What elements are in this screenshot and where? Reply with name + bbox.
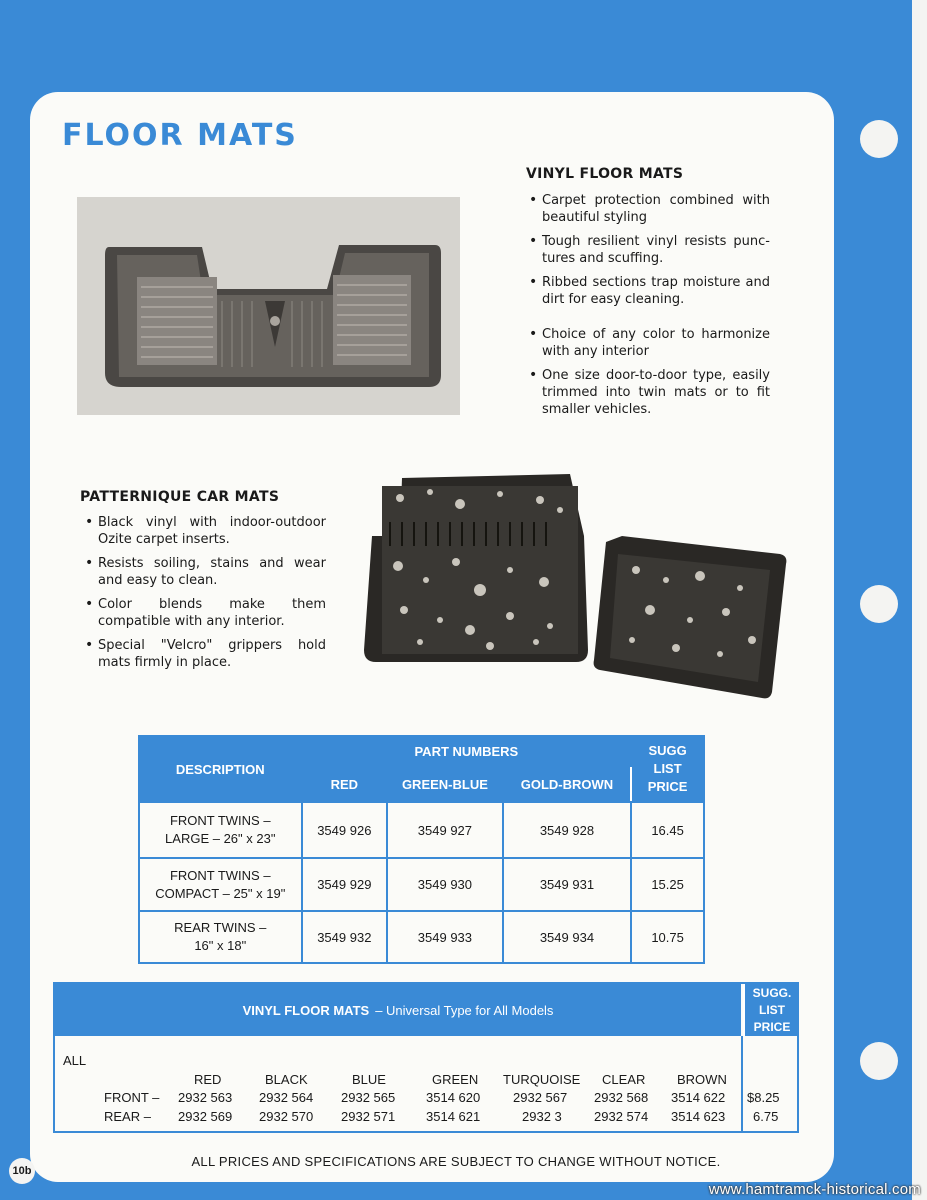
- part-gold-brown: 3549 931: [503, 858, 631, 911]
- rear-part-turquoise: 2932 3: [522, 1109, 562, 1124]
- part-numbers-header: PART NUMBERS: [302, 736, 632, 766]
- front-label: FRONT –: [104, 1090, 160, 1105]
- front-part-green: 3514 620: [426, 1090, 481, 1105]
- rear-part-red: 2932 569: [178, 1109, 233, 1124]
- patternique-heading: PATTERNIQUE CAR MATS: [80, 489, 280, 505]
- binder-hole-top: [860, 120, 898, 158]
- rear-part-green: 3514 621: [426, 1109, 481, 1124]
- color-red: RED: [194, 1072, 222, 1087]
- part-numbers-table: [138, 735, 705, 964]
- patternique-feature: • Black vinyl with indoor-outdoor Ozite carpet inserts.: [84, 514, 326, 548]
- vinyl-feature: • Carpet protection combined with beautiful styling: [528, 192, 770, 226]
- color-turquoise: TURQUOISE: [503, 1072, 581, 1087]
- page-title: FLOOR MATS: [62, 118, 298, 153]
- color-clear: CLEAR: [602, 1072, 646, 1087]
- table-row: [139, 858, 704, 911]
- universal-mats-table: [53, 982, 799, 1133]
- universal-heading-bold: VINYL FLOOR MATS: [242, 1002, 370, 1018]
- row-description: FRONT TWINS – COMPACT – 25" x 19": [139, 858, 302, 911]
- row-description: FRONT TWINS – LARGE – 26" x 23": [139, 802, 302, 858]
- front-price: $8.25: [747, 1090, 780, 1105]
- rear-label: REAR –: [104, 1109, 151, 1124]
- patternique-mats-photo: [360, 470, 790, 702]
- front-part-red: 2932 563: [178, 1090, 233, 1105]
- vinyl-feature: • Choice of any color to harmonize with any interior: [528, 326, 770, 360]
- table-row: [139, 911, 704, 963]
- color-black: BLACK: [265, 1072, 308, 1087]
- rear-part-clear: 2932 574: [594, 1109, 649, 1124]
- universal-table-heading: [55, 984, 741, 1036]
- part-red: 3549 929: [302, 858, 388, 911]
- row-price: 16.45: [631, 802, 704, 858]
- color-header-gold-brown: GOLD-BROWN: [503, 766, 631, 802]
- table-row: [139, 802, 704, 858]
- part-green-blue: 3549 933: [387, 911, 503, 963]
- rear-part-black: 2932 570: [259, 1109, 314, 1124]
- sugg-list-price-header: SUGG LIST PRICE: [631, 736, 704, 802]
- vinyl-floor-mats-heading: VINYL FLOOR MATS: [526, 166, 684, 182]
- patternique-feature: • Special "Velcro" grippers hold mats firmly in place.: [84, 637, 326, 671]
- rear-part-brown: 3514 623: [671, 1109, 726, 1124]
- front-part-black: 2932 564: [259, 1090, 314, 1105]
- part-red: 3549 932: [302, 911, 388, 963]
- part-gold-brown: 3549 934: [503, 911, 631, 963]
- rear-price: 6.75: [753, 1109, 779, 1124]
- universal-price-header: SUGG. LIST PRICE: [743, 984, 799, 1036]
- universal-heading-rest: – Universal Type for All Models: [375, 1002, 554, 1018]
- patternique-feature: • Color blends make them compatible with any interior.: [84, 596, 326, 630]
- color-blue: BLUE: [352, 1072, 386, 1087]
- binder-hole-bottom: [860, 1042, 898, 1080]
- part-green-blue: 3549 930: [387, 858, 503, 911]
- front-part-turquoise: 2932 567: [513, 1090, 568, 1105]
- row-price: 10.75: [631, 911, 704, 963]
- color-brown: BROWN: [677, 1072, 727, 1087]
- patternique-features-list: [84, 514, 326, 678]
- color-green: GREEN: [432, 1072, 479, 1087]
- part-green-blue: 3549 927: [387, 802, 503, 858]
- binder-hole-middle: [860, 585, 898, 623]
- row-price: 15.25: [631, 858, 704, 911]
- row-description: REAR TWINS – 16" x 18": [139, 911, 302, 963]
- watermark-credit: www.hamtramck-historical.com: [708, 1181, 921, 1198]
- vinyl-feature: • One size door-to-door type, easily trimmed into twin mats or to fit smaller vehicles.: [528, 367, 770, 418]
- part-gold-brown: 3549 928: [503, 802, 631, 858]
- footer-disclaimer: ALL PRICES AND SPECIFICATIONS ARE SUBJECT TO CHANGE WITHOUT NOTICE.: [191, 1154, 721, 1169]
- front-part-brown: 3514 622: [671, 1090, 726, 1105]
- front-part-clear: 2932 568: [594, 1090, 649, 1105]
- color-header-red: RED: [302, 766, 388, 802]
- vinyl-features-list: [528, 192, 770, 425]
- part-red: 3549 926: [302, 802, 388, 858]
- color-header-green-blue: GREEN-BLUE: [387, 766, 503, 802]
- rear-part-blue: 2932 571: [341, 1109, 396, 1124]
- vinyl-feature: • Tough resilient vinyl resists punc-tures and scuffing.: [528, 233, 770, 267]
- all-label: ALL: [63, 1053, 87, 1068]
- front-part-blue: 2932 565: [341, 1090, 396, 1105]
- vinyl-floor-mat-photo: [77, 197, 460, 415]
- patternique-feature: • Resists soiling, stains and wear and easy to clean.: [84, 555, 326, 589]
- vinyl-feature: • Ribbed sections trap moisture and dirt for easy cleaning.: [528, 274, 770, 308]
- price-column-divider: [741, 1036, 743, 1131]
- page-number: 10b: [9, 1158, 35, 1184]
- description-header: DESCRIPTION: [139, 736, 302, 802]
